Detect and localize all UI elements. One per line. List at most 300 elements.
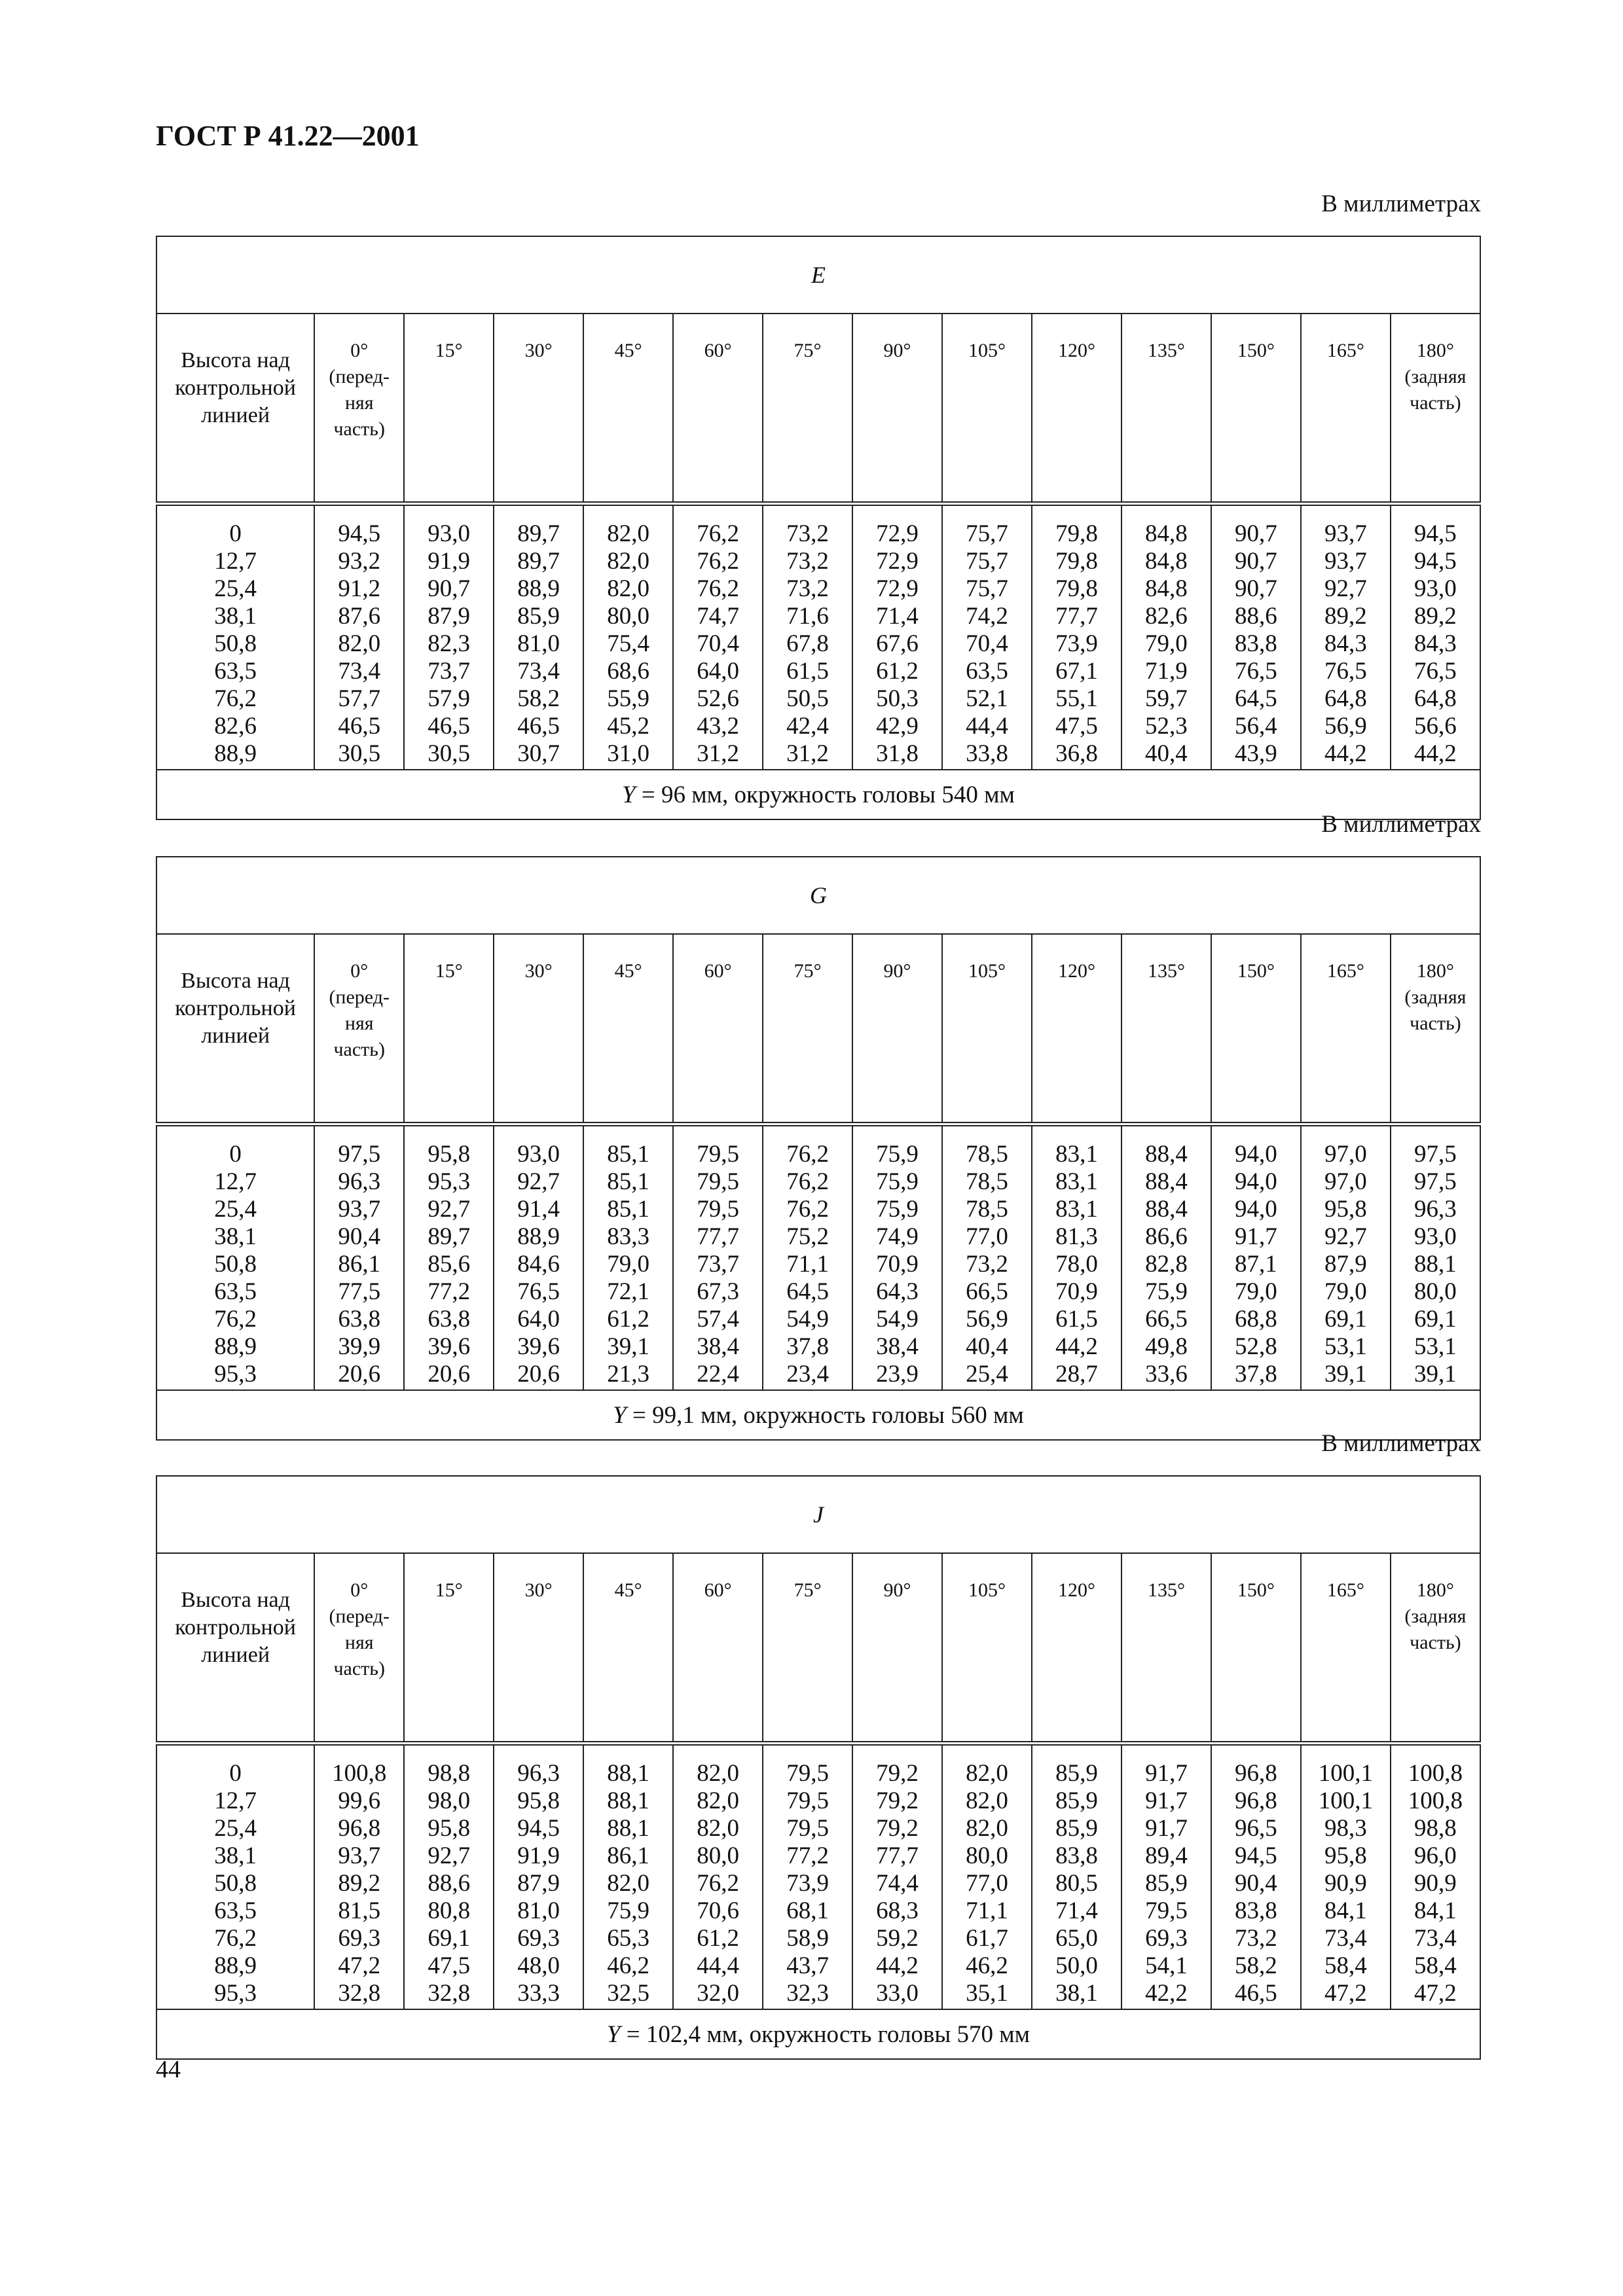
footer-text: = 96 мм, окружность головы 540 мм — [635, 781, 1015, 808]
table-cell: 70,9 — [1055, 1278, 1098, 1305]
table-cell: 75,7 — [966, 548, 1008, 575]
header-line: 60° — [704, 1579, 732, 1601]
table-cell: 76,2 — [697, 520, 739, 547]
table-cell: 67,3 — [697, 1278, 739, 1305]
table-cell: 85,9 — [1145, 1870, 1188, 1897]
table-cell: 77,7 — [697, 1223, 739, 1250]
table-cell: 79,5 — [786, 1787, 829, 1814]
values-column — [673, 1124, 763, 1391]
table-cell: 79,8 — [1055, 575, 1098, 602]
table-cell: 93,0 — [1414, 575, 1457, 602]
table-cell: 79,5 — [786, 1815, 829, 1842]
table-cell: 74,4 — [876, 1870, 919, 1897]
angle-header — [1391, 934, 1480, 1124]
table-cell: 72,9 — [876, 548, 919, 575]
table-cell: 75,9 — [876, 1168, 919, 1195]
table-cell: 85,9 — [1055, 1815, 1098, 1842]
table-cell: 79,0 — [607, 1251, 649, 1278]
header-line: 120° — [1057, 340, 1095, 361]
header-line: контрольной — [175, 376, 296, 400]
values-column — [852, 504, 942, 770]
table-cell: 52,1 — [966, 685, 1008, 712]
table-cell: 75,9 — [607, 1897, 649, 1924]
table-cell: 94,5 — [1235, 1842, 1277, 1869]
table-cell: 78,5 — [966, 1141, 1008, 1168]
table-cell: 38,1 — [1055, 1980, 1098, 2007]
table-cell: 50,0 — [1055, 1952, 1098, 1979]
header-line: 165° — [1326, 1579, 1364, 1601]
table-cell: 31,8 — [876, 740, 919, 767]
table-cell: 64,8 — [1414, 685, 1457, 712]
angle-header — [673, 934, 763, 1124]
values-column — [942, 1124, 1032, 1391]
values-column — [1211, 1124, 1301, 1391]
table-cell: 12,7 — [214, 548, 257, 575]
table-cell: 88,9 — [214, 1333, 257, 1360]
angle-header — [1391, 314, 1480, 504]
table-cell: 95,8 — [1324, 1196, 1367, 1223]
header-line: 90° — [883, 1579, 911, 1601]
values-column — [1122, 504, 1211, 770]
table-cell: 91,2 — [338, 575, 381, 602]
table-cell: 69,3 — [517, 1925, 560, 1952]
table-cell: 83,3 — [607, 1223, 649, 1250]
table-cell: 39,9 — [338, 1333, 381, 1360]
angle-header — [852, 934, 942, 1124]
table-cell: 81,0 — [517, 1897, 560, 1924]
header-line: 135° — [1147, 340, 1185, 361]
table-cell: 92,7 — [428, 1196, 471, 1223]
table-cell: 82,0 — [607, 548, 649, 575]
table-cell: 93,0 — [1414, 1223, 1457, 1250]
table-cell: 94,5 — [1414, 548, 1457, 575]
table-cell: 100,1 — [1318, 1787, 1373, 1814]
table-cell: 96,3 — [517, 1760, 560, 1787]
table-cell: 75,7 — [966, 575, 1008, 602]
table-cell: 79,0 — [1235, 1278, 1277, 1305]
table-cell: 90,7 — [428, 575, 471, 602]
table-cell: 50,3 — [876, 685, 919, 712]
table-cell: 97,0 — [1324, 1168, 1367, 1195]
table-cell: 79,0 — [1324, 1278, 1367, 1305]
table-cell: 71,4 — [876, 603, 919, 630]
header-line: Высота над — [181, 348, 290, 372]
values-column — [583, 1124, 673, 1391]
table-cell: 46,5 — [428, 713, 471, 740]
table-cell: 32,0 — [697, 1980, 739, 2007]
table-cell: 53,1 — [1414, 1333, 1457, 1360]
header-line: 165° — [1326, 960, 1364, 982]
table-cell: 70,6 — [697, 1897, 739, 1924]
table-cell: 93,7 — [1324, 548, 1367, 575]
angle-header — [494, 314, 583, 504]
table-cell: 38,4 — [876, 1333, 919, 1360]
table-cell: 84,8 — [1145, 548, 1188, 575]
table-cell: 72,9 — [876, 520, 919, 547]
table-cell: 20,6 — [517, 1361, 560, 1388]
header-line: 75° — [793, 960, 822, 982]
table-cell: 85,1 — [607, 1141, 649, 1168]
table-cell: 67,1 — [1055, 658, 1098, 685]
table-cell: 25,4 — [214, 575, 257, 602]
header-line: (перед- — [329, 986, 390, 1008]
table-cell: 92,7 — [1324, 1223, 1367, 1250]
table-cell: 69,1 — [1324, 1306, 1367, 1333]
table-footer — [156, 770, 1480, 819]
table-cell: 23,9 — [876, 1361, 919, 1388]
header-line: 0° — [350, 1579, 369, 1601]
table-cell: 78,0 — [1055, 1251, 1098, 1278]
table-cell: 96,0 — [1414, 1842, 1457, 1869]
table-cell: 95,3 — [214, 1980, 257, 2007]
table-cell: 84,8 — [1145, 520, 1188, 547]
table-cell: 61,2 — [697, 1925, 739, 1952]
table-cell: 76,2 — [697, 548, 739, 575]
table-cell: 84,1 — [1324, 1897, 1367, 1924]
table-cell: 97,0 — [1324, 1141, 1367, 1168]
table-cell: 54,9 — [786, 1306, 829, 1333]
table-cell: 66,5 — [966, 1278, 1008, 1305]
table-cell: 32,3 — [786, 1980, 829, 2007]
table-cell: 39,6 — [517, 1333, 560, 1360]
units-label: В миллиметрах — [1321, 190, 1481, 217]
table-cell: 79,2 — [876, 1760, 919, 1787]
header-line: 150° — [1237, 1579, 1275, 1601]
table-cell: 96,8 — [338, 1815, 381, 1842]
table-cell: 90,4 — [338, 1223, 381, 1250]
table-cell: 84,3 — [1414, 630, 1457, 657]
table-cell: 82,0 — [697, 1787, 739, 1814]
angle-header — [673, 314, 763, 504]
table-cell: 12,7 — [214, 1787, 257, 1814]
table-cell: 88,4 — [1145, 1196, 1188, 1223]
table-title: G — [156, 857, 1480, 934]
table-cell: 12,7 — [214, 1168, 257, 1195]
header-line: (задняя — [1404, 1605, 1467, 1627]
table-cell: 85,1 — [607, 1168, 649, 1195]
values-column — [1032, 504, 1122, 770]
table-cell: 96,3 — [1414, 1196, 1457, 1223]
table-cell: 20,6 — [428, 1361, 471, 1388]
values-column — [1301, 1124, 1391, 1391]
table-cell: 97,5 — [1414, 1168, 1457, 1195]
table-cell: 64,5 — [1235, 685, 1277, 712]
table-cell: 39,1 — [607, 1333, 649, 1360]
header-line: 180° — [1416, 960, 1454, 982]
table-cell: 33,3 — [517, 1980, 560, 2007]
table-cell: 30,5 — [338, 740, 381, 767]
table-cell: 25,4 — [214, 1196, 257, 1223]
table-cell: 31,2 — [786, 740, 829, 767]
table-cell: 42,2 — [1145, 1980, 1188, 2007]
header-line: часть) — [333, 1039, 385, 1060]
table-cell: 88,1 — [607, 1787, 649, 1814]
table-cell: 75,9 — [876, 1141, 919, 1168]
table-cell: 82,0 — [607, 1870, 649, 1897]
angle-header — [1122, 934, 1211, 1124]
table-cell: 86,6 — [1145, 1223, 1188, 1250]
table-cell: 63,5 — [966, 658, 1008, 685]
table-cell: 52,3 — [1145, 713, 1188, 740]
table-cell: 44,2 — [876, 1952, 919, 1979]
table-cell: 73,2 — [786, 520, 829, 547]
header-line: 105° — [968, 340, 1006, 361]
header-line: 180° — [1416, 340, 1454, 361]
table-cell: 95,8 — [1324, 1842, 1367, 1869]
header-line: 0° — [350, 340, 369, 361]
table-cell: 82,0 — [338, 630, 381, 657]
angle-header — [942, 1553, 1032, 1744]
table-cell: 94,0 — [1235, 1141, 1277, 1168]
header-line: линией — [201, 403, 270, 427]
table-cell: 38,1 — [214, 1842, 257, 1869]
values-column — [314, 1744, 404, 2010]
table-cell: 61,5 — [1055, 1306, 1098, 1333]
table-cell: 91,9 — [517, 1842, 560, 1869]
header-line: 120° — [1057, 1579, 1095, 1601]
table-cell: 50,8 — [214, 630, 257, 657]
header-line: няя — [344, 392, 374, 414]
header-line: няя — [344, 1632, 374, 1653]
header-line: контрольной — [175, 996, 296, 1020]
table-cell: 81,0 — [517, 630, 560, 657]
angle-header — [583, 1553, 673, 1744]
table-cell: 71,4 — [1055, 1897, 1098, 1924]
table-cell: 28,7 — [1055, 1361, 1098, 1388]
header-line: 15° — [435, 1579, 463, 1601]
table-cell: 89,2 — [1324, 603, 1367, 630]
table-cell: 85,9 — [517, 603, 560, 630]
table-cell: 88,9 — [517, 1223, 560, 1250]
table-cell: 46,2 — [966, 1952, 1008, 1979]
table-cell: 40,4 — [1145, 740, 1188, 767]
table-cell: 77,0 — [966, 1223, 1008, 1250]
table-cell: 46,5 — [338, 713, 381, 740]
table-cell: 95,3 — [428, 1168, 471, 1195]
table-cell: 79,0 — [1145, 630, 1188, 657]
table-cell: 91,7 — [1145, 1760, 1188, 1787]
row-label-header — [156, 314, 314, 504]
table-cell: 22,4 — [697, 1361, 739, 1388]
angle-header — [404, 314, 494, 504]
header-line: (перед- — [329, 1605, 390, 1627]
table-cell: 85,6 — [428, 1251, 471, 1278]
table-cell: 37,8 — [786, 1333, 829, 1360]
angle-header — [1301, 934, 1391, 1124]
table-cell: 99,6 — [338, 1787, 381, 1814]
table-cell: 79,2 — [876, 1815, 919, 1842]
table-cell: 30,7 — [517, 740, 560, 767]
table-cell: 43,7 — [786, 1952, 829, 1979]
angle-header — [673, 1553, 763, 1744]
angle-header — [583, 314, 673, 504]
table-cell: 79,5 — [697, 1196, 739, 1223]
header-line: 120° — [1057, 960, 1095, 982]
header-line: няя — [344, 1013, 374, 1034]
table-cell: 58,2 — [1235, 1952, 1277, 1979]
table-cell: 71,9 — [1145, 658, 1188, 685]
table-cell: 25,4 — [214, 1815, 257, 1842]
table-cell: 55,1 — [1055, 685, 1098, 712]
table-cell: 38,4 — [697, 1333, 739, 1360]
table-cell: 58,9 — [786, 1925, 829, 1952]
table-cell: 53,1 — [1324, 1333, 1367, 1360]
table-cell: 76,2 — [214, 1306, 257, 1333]
header-line: часть) — [1410, 1013, 1461, 1034]
table-cell: 81,5 — [338, 1897, 381, 1924]
table-cell: 76,5 — [517, 1278, 560, 1305]
table-cell: 84,6 — [517, 1251, 560, 1278]
table-cell: 94,0 — [1235, 1168, 1277, 1195]
table-cell: 32,8 — [338, 1980, 381, 2007]
header-line: часть) — [333, 418, 385, 440]
header-line: 45° — [614, 960, 642, 982]
table-cell: 93,0 — [428, 520, 471, 547]
table-cell: 88,9 — [214, 740, 257, 767]
table-cell: 68,3 — [876, 1897, 919, 1924]
table-cell: 61,2 — [607, 1306, 649, 1333]
table-cell: 54,9 — [876, 1306, 919, 1333]
table-cell: 50,8 — [214, 1251, 257, 1278]
document-id: ГОСТ Р 41.22—2001 — [156, 120, 420, 152]
table-cell: 58,4 — [1414, 1952, 1457, 1979]
table-cell: 59,7 — [1145, 685, 1188, 712]
table-cell: 44,2 — [1324, 740, 1367, 767]
table-cell: 79,5 — [786, 1760, 829, 1787]
table-cell: 69,3 — [338, 1925, 381, 1952]
table-cell: 0 — [229, 520, 242, 547]
table-cell: 73,4 — [1324, 1925, 1367, 1952]
table-cell: 94,0 — [1235, 1196, 1277, 1223]
table-cell: 45,2 — [607, 713, 649, 740]
heights-column — [156, 504, 314, 770]
header-line: 90° — [883, 960, 911, 982]
table-footer — [156, 2009, 1480, 2059]
table-cell: 82,0 — [966, 1787, 1008, 1814]
table-cell: 33,0 — [876, 1980, 919, 2007]
table-e — [156, 236, 1481, 820]
header-line: 105° — [968, 960, 1006, 982]
table-cell: 71,1 — [966, 1897, 1008, 1924]
angle-header — [1032, 934, 1122, 1124]
table-cell: 96,3 — [338, 1168, 381, 1195]
angle-header — [942, 314, 1032, 504]
table-cell: 56,9 — [966, 1306, 1008, 1333]
angle-header — [1211, 314, 1301, 504]
footer-variable: Y — [606, 2020, 621, 2048]
angle-header — [1122, 314, 1211, 504]
table-cell: 92,7 — [428, 1842, 471, 1869]
table-cell: 77,7 — [876, 1842, 919, 1869]
table-cell: 64,0 — [517, 1306, 560, 1333]
table-cell: 75,9 — [876, 1196, 919, 1223]
header-line: 60° — [704, 960, 732, 982]
values-column — [673, 1744, 763, 2010]
table-cell: 52,8 — [1235, 1333, 1277, 1360]
values-column — [763, 504, 852, 770]
table-cell: 93,7 — [338, 1842, 381, 1869]
table-cell: 63,8 — [428, 1306, 471, 1333]
table-cell: 75,7 — [966, 520, 1008, 547]
header-line: 150° — [1237, 340, 1275, 361]
table-cell: 37,8 — [1235, 1361, 1277, 1388]
units-label: В миллиметрах — [1321, 811, 1481, 838]
table-cell: 42,9 — [876, 713, 919, 740]
table-cell: 47,5 — [428, 1952, 471, 1979]
table-cell: 93,7 — [338, 1196, 381, 1223]
table-cell: 90,7 — [1235, 520, 1277, 547]
table-cell: 72,1 — [607, 1278, 649, 1305]
table-cell: 50,5 — [786, 685, 829, 712]
footer-text: = 99,1 мм, окружность головы 560 мм — [626, 1401, 1024, 1429]
table-cell: 38,1 — [214, 1223, 257, 1250]
table-cell: 76,5 — [1235, 658, 1277, 685]
table-cell: 61,7 — [966, 1925, 1008, 1952]
table-cell: 86,1 — [338, 1251, 381, 1278]
table-cell: 79,5 — [1145, 1897, 1188, 1924]
table-cell: 47,2 — [1324, 1980, 1367, 2007]
table-cell: 71,6 — [786, 603, 829, 630]
header-line: 165° — [1326, 340, 1364, 361]
table-cell: 82,6 — [1145, 603, 1188, 630]
header-line: 0° — [350, 960, 369, 982]
table-cell: 39,1 — [1414, 1361, 1457, 1388]
table-cell: 68,8 — [1235, 1306, 1277, 1333]
angle-header — [1211, 934, 1301, 1124]
table-cell: 77,0 — [966, 1870, 1008, 1897]
table-cell: 68,1 — [786, 1897, 829, 1924]
header-line: 75° — [793, 340, 822, 361]
header-line: Высота над — [181, 1588, 290, 1612]
table-cell: 82,8 — [1145, 1251, 1188, 1278]
table-cell: 56,9 — [1324, 713, 1367, 740]
table-cell: 100,1 — [1318, 1760, 1373, 1787]
table-cell: 43,9 — [1235, 740, 1277, 767]
table-cell: 96,8 — [1235, 1760, 1277, 1787]
header-line: 135° — [1147, 1579, 1185, 1601]
table-cell: 55,9 — [607, 685, 649, 712]
table-cell: 59,2 — [876, 1925, 919, 1952]
table-cell: 90,9 — [1324, 1870, 1367, 1897]
values-column — [314, 504, 404, 770]
values-column — [404, 1744, 494, 2010]
table-cell: 79,5 — [697, 1168, 739, 1195]
table-cell: 100,8 — [1408, 1787, 1463, 1814]
table-cell: 69,1 — [428, 1925, 471, 1952]
table-cell: 89,7 — [428, 1223, 471, 1250]
table-cell: 73,9 — [1055, 630, 1098, 657]
table-cell: 67,6 — [876, 630, 919, 657]
values-column — [494, 504, 583, 770]
table-cell: 77,2 — [428, 1278, 471, 1305]
table-cell: 49,8 — [1145, 1333, 1188, 1360]
values-column — [1211, 504, 1301, 770]
values-column — [314, 1124, 404, 1391]
table-cell: 95,8 — [517, 1787, 560, 1814]
table-cell: 76,2 — [214, 1925, 257, 1952]
table-cell: 56,6 — [1414, 713, 1457, 740]
table-cell: 82,0 — [697, 1760, 739, 1787]
values-column — [1122, 1124, 1211, 1391]
angle-header — [1032, 314, 1122, 504]
table-cell: 88,9 — [517, 575, 560, 602]
table-cell: 88,1 — [607, 1760, 649, 1787]
table-cell: 72,9 — [876, 575, 919, 602]
table-cell: 84,8 — [1145, 575, 1188, 602]
table-title: J — [156, 1476, 1480, 1553]
table-cell: 0 — [229, 1760, 242, 1787]
table-cell: 74,7 — [697, 603, 739, 630]
